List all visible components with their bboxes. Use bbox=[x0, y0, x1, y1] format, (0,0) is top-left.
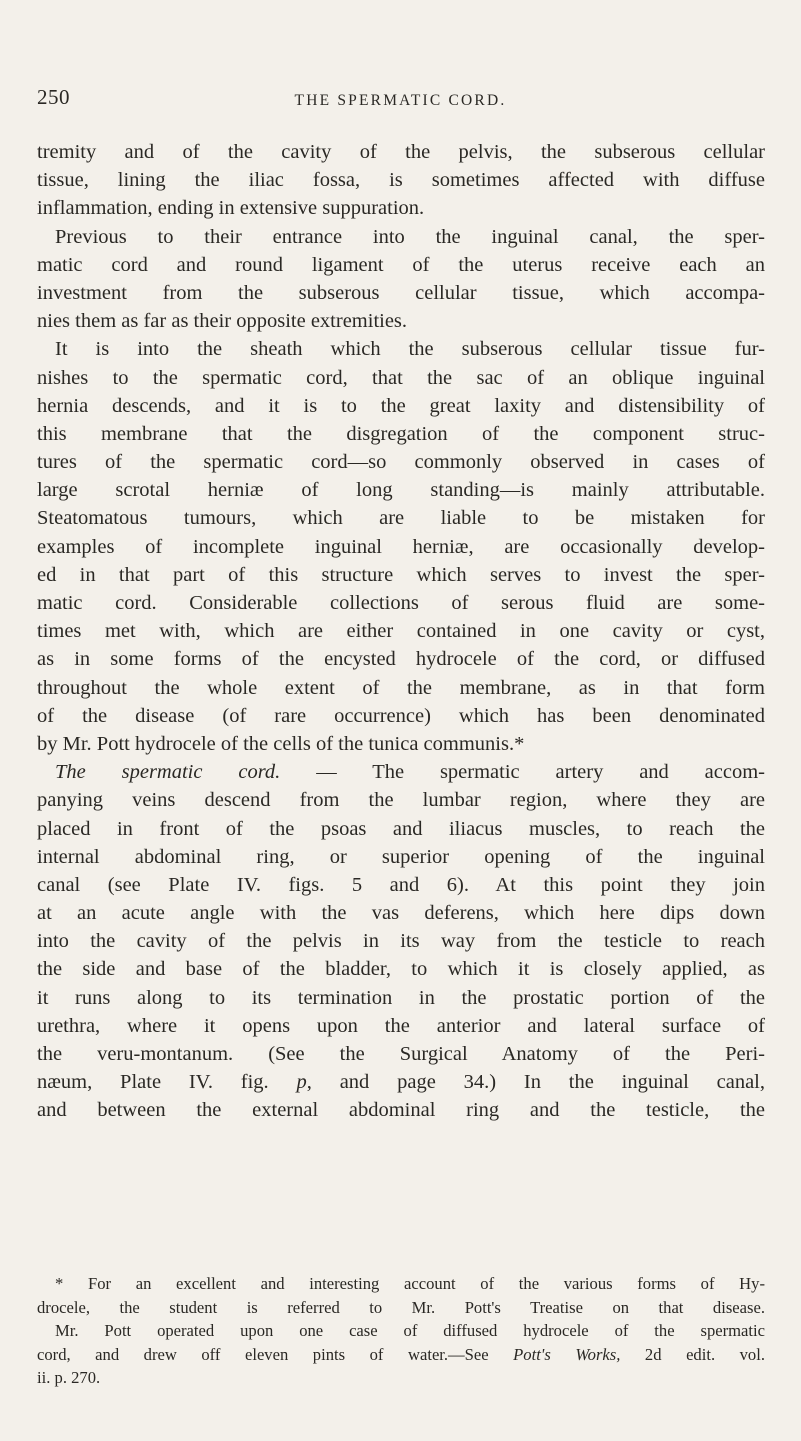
text-line: this membrane that the disgregation of the component struc- bbox=[37, 422, 765, 445]
text-line: it runs along to its termination in the prostatic portion of the bbox=[37, 986, 765, 1009]
text-run: cord, and drew off eleven pints of water.—See bbox=[37, 1344, 514, 1364]
text-line: Steatomatous tumours, which are liable to be mistaken for bbox=[37, 507, 765, 530]
text-line: tissue, lining the iliac fossa, is sometimes affected with diffuse bbox=[37, 169, 765, 192]
footnote-line bbox=[37, 1343, 765, 1367]
text-line bbox=[37, 758, 765, 786]
text-line: internal abdominal ring, or superior opening of the inguinal bbox=[37, 845, 765, 868]
text-run: , and page 34.) In the inguinal canal, bbox=[306, 1071, 765, 1094]
text-line: inflammation, ending in extensive suppuration. bbox=[37, 197, 425, 220]
page-number: 250 bbox=[37, 85, 70, 109]
text-line bbox=[37, 1068, 765, 1096]
text-line: times met with, which are either contained in one cavity or cyst, bbox=[37, 620, 765, 643]
text-run: — The spermatic artery and accom- bbox=[280, 761, 766, 784]
text-line: hernia descends, and it is to the great laxity and distensibility of bbox=[37, 394, 765, 417]
text-line: into the cavity of the pelvis in its way from the testicle to reach bbox=[37, 930, 765, 953]
running-title: THE SPERMATIC CORD. bbox=[294, 92, 507, 109]
text-line: nishes to the spermatic cord, that the sac of an oblique inguinal bbox=[37, 366, 765, 389]
text-line: large scrotal herniæ of long standing—is mainly attributable. bbox=[37, 479, 765, 502]
text-line: nies them as far as their opposite extremities. bbox=[37, 310, 408, 333]
text-line: throughout the whole extent of the membrane, as in that form bbox=[37, 676, 765, 699]
text-line: tremity and of the cavity of the pelvis, the subserous cellular bbox=[37, 141, 765, 163]
figure-letter: p bbox=[296, 1071, 307, 1094]
text-run: 2d edit. vol. bbox=[620, 1344, 765, 1364]
text-line: ed in that part of this structure which serves to invest the sper- bbox=[37, 563, 765, 586]
text-line: tures of the spermatic cord—so commonly observed in cases of bbox=[37, 451, 765, 474]
text-line: matic cord. Considerable collections of serous fluid are some- bbox=[37, 592, 765, 614]
text-line: of the disease (of rare occurrence) which has been denominated bbox=[37, 704, 765, 727]
text-line: matic cord and round ligament of the uterus receive each an bbox=[37, 253, 765, 276]
footnote-line: drocele, the student is referred to Mr. Pott's Treatise on that disease. bbox=[37, 1297, 765, 1317]
section-heading: The spermatic cord. bbox=[55, 761, 281, 784]
text-line: and between the external abdominal ring and the testicle, the bbox=[37, 1099, 765, 1122]
text-line: investment from the subserous cellular tissue, which accompa- bbox=[37, 281, 765, 304]
body-text bbox=[37, 138, 765, 1125]
footnote-line: * For an excellent and interesting account of the various forms of Hy- bbox=[55, 1274, 765, 1293]
text-line: Previous to their entrance into the inguinal canal, the sper- bbox=[55, 225, 765, 248]
footnote bbox=[37, 1272, 765, 1390]
text-line: examples of incomplete inguinal herniæ, are occasionally develop- bbox=[37, 535, 765, 558]
text-line: It is into the sheath which the subserous cellular tissue fur- bbox=[55, 338, 765, 361]
text-line: canal (see Plate IV. figs. 5 and 6). At this point they join bbox=[37, 873, 765, 896]
text-line: panying veins descend from the lumbar region, where they are bbox=[37, 789, 765, 812]
text-line: placed in front of the psoas and iliacus muscles, to reach the bbox=[37, 817, 765, 840]
text-line: the veru-montanum. (See the Surgical Anatomy of the Peri- bbox=[37, 1043, 765, 1065]
text-line: urethra, where it opens upon the anterior and lateral surface of bbox=[37, 1014, 765, 1037]
footnote-line: Mr. Pott operated upon one case of diffused hydrocele of the spermatic bbox=[55, 1321, 765, 1340]
text-line: the side and base of the bladder, to which it is closely applied, as bbox=[37, 958, 765, 981]
footnote-line: ii. p. 270. bbox=[37, 1368, 101, 1387]
text-line: by Mr. Pott hydrocele of the cells of the tunica communis.* bbox=[37, 732, 525, 755]
text-line: at an acute angle with the vas deferens, which here dips down bbox=[37, 902, 765, 925]
citation-title: Pott's Works, bbox=[513, 1344, 621, 1364]
text-line: as in some forms of the encysted hydrocele of the cord, or diffused bbox=[37, 648, 765, 671]
text-run: næum, Plate IV. fig. bbox=[37, 1071, 297, 1094]
